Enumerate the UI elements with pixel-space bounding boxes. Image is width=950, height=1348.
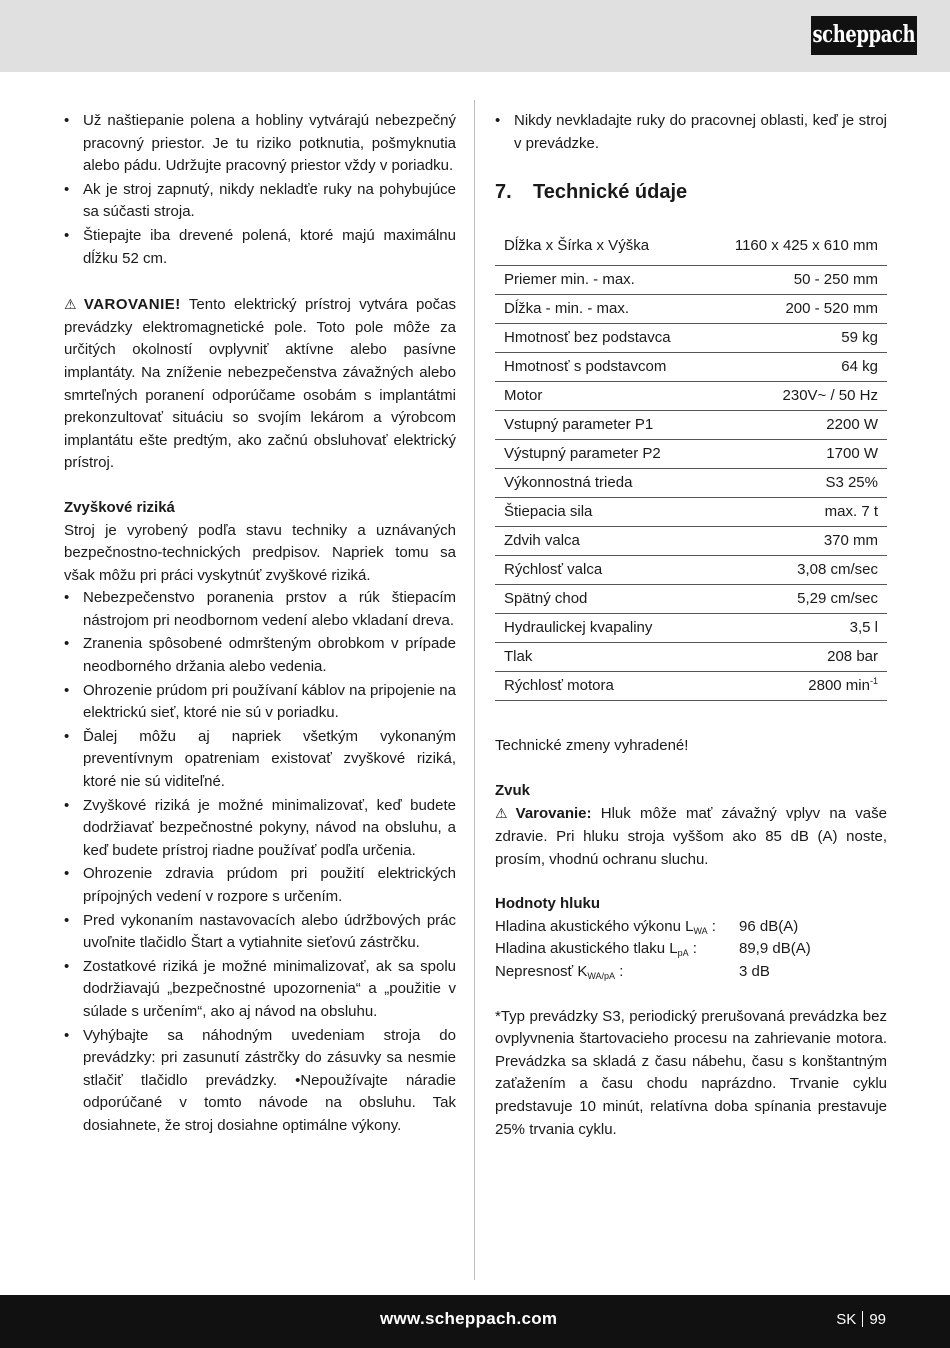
noise-label-colon: :	[688, 940, 697, 958]
right-column	[495, 110, 887, 1141]
spec-label: Zdvih valca	[495, 527, 704, 556]
spec-value	[704, 411, 887, 440]
noise-row	[495, 938, 887, 961]
list-item: • Štiepajte iba drevené polená, ktoré majú maximálnu dĺžku 52 cm.	[64, 225, 456, 270]
noise-label-subscript: WA/pA	[587, 970, 616, 981]
residual-risks-intro: Stroj je vyrobený podľa stavu techniky a uznávaných bezpečnostno-technických predpisov. Napriek tomu sa však môžu pri práci vyskytnúť zvyškové riziká.	[64, 521, 456, 584]
left-column	[64, 110, 456, 1139]
spec-value	[704, 556, 887, 585]
spec-value	[704, 498, 887, 527]
spec-value-text: max. 7 t	[824, 502, 878, 520]
table-row	[495, 382, 887, 411]
table-row	[495, 527, 887, 556]
spec-value	[704, 353, 887, 382]
list-item: • Nebezpečenstvo poranenia prstov a rúk štiepacím nástrojom pri neodbornom vedení alebo vkladaní dreva.	[64, 587, 456, 632]
spec-value	[704, 324, 887, 353]
list-item: • Pred vykonaním nastavovacích alebo údržbových prác uvoľnite tlačidlo Štart a vytiahnite sieťovú zástrčku.	[64, 910, 456, 955]
table-row	[495, 643, 887, 672]
noise-values	[495, 916, 887, 984]
spec-value	[704, 469, 887, 498]
spec-label: Výstupný parameter P2	[495, 440, 704, 469]
noise-value: 89,9 dB(A)	[739, 940, 811, 958]
list-item: • Vyhýbajte sa náhodným uvedeniam stroja do prevádzky: pri zasunutí zástrčky do zásuvky sa nesmie stlačiť tlačidlo prevádzky. •Nepoužívajte náradie odporúčané v tomto návode na obsluhu. Tak dosiahnete, že stroj dosiahne optimálne výkony.	[64, 1025, 456, 1138]
spec-value-text: 5,29 cm/sec	[797, 589, 878, 607]
warning-text: Tento elektrický prístroj vytvára počas prevádzky elektromagnetické pole. Toto pole môže za určitých okolností ovplyvniť aktívne alebo pasívne implantáty. Na zníženie nebezpečenstva závažných alebo smrteľných poranení odporúčame osobám s implantátmi prekonzultovať situáciu so svojím lekárom a výrobcom implantátu ešte predtým, ako začnú obsluhovať elektrický prístroj.	[64, 296, 456, 472]
noise-row	[495, 916, 887, 939]
noise-label	[495, 961, 739, 984]
list-item: • Ak je stroj zapnutý, nikdy nekladťe ruky na pohybujúce sa súčasti stroja.	[64, 179, 456, 224]
table-row	[495, 440, 887, 469]
noise-label-colon: :	[707, 917, 716, 935]
table-row	[495, 672, 887, 701]
table-row	[495, 469, 887, 498]
spec-value-text: S3 25%	[825, 473, 878, 491]
column-divider	[474, 100, 475, 1280]
list-item: • Zostatkové riziká je možné minimalizovať, ak sa spolu dodržiavajú „bezpečnostné upozornenia“ a „použitie v súlade s určením“, ako aj návod na obsluhu.	[64, 956, 456, 1024]
section-heading	[495, 177, 887, 207]
spec-value-text: 230V~ / 50 Hz	[782, 386, 878, 404]
spec-value	[704, 585, 887, 614]
technical-changes-note: Technické zmeny vyhradené!	[495, 737, 689, 755]
spec-value-text: 200 - 520 mm	[785, 299, 878, 317]
safety-bullets	[64, 110, 456, 270]
sound-title: Zvuk	[495, 781, 531, 799]
table-row	[495, 498, 887, 527]
list-item: • Zranenia spôsobené odmršteným obrobkom v prípade neodborného držania alebo vedenia.	[64, 633, 456, 678]
spec-label: Hmotnosť s podstavcom	[495, 353, 704, 382]
spec-value-text: 3,08 cm/sec	[797, 560, 878, 578]
sound-warning-label: Varovanie:	[515, 805, 592, 823]
table-row	[495, 556, 887, 585]
page-number	[836, 1309, 886, 1332]
list-item: • Zvyškové riziká je možné minimalizovať, keď budete dodržiavať bezpečnostné pokyny, návod na obsluhu, a keď budete prístroj riadne používať podľa určenia.	[64, 795, 456, 863]
list-item: • Nikdy nevkladajte ruky do pracovnej oblasti, keď je stroj v prevádzke.	[495, 110, 887, 155]
table-row	[495, 614, 887, 643]
spec-value-text: 370 mm	[823, 531, 878, 549]
table-row	[495, 227, 887, 266]
table-row	[495, 353, 887, 382]
duty-note: *Typ prevádzky S3, periodický prerušovaná prevádzka bez ovplyvnenia štartovacieho procesu na zahrievanie motora. Prevádzka sa skladá z času nábehu, času s konštantným zaťažením a času chodu naprázdno. Trvanie cyklu predstavuje 10 minút, relatívna doba spínania prestavuje 25% trvania cyklu.	[495, 1007, 887, 1138]
page-header	[0, 0, 950, 72]
spec-value	[704, 382, 887, 411]
technical-data-table	[495, 227, 887, 701]
noise-value: 3 dB	[739, 962, 770, 980]
noise-value: 96 dB(A)	[739, 917, 799, 935]
list-item: • Ohrozenie zdravia prúdom pri použití elektrických prípojných vedení v rozpore s určením.	[64, 863, 456, 908]
spec-value	[704, 440, 887, 469]
noise-label-colon: :	[615, 962, 624, 980]
table-row	[495, 295, 887, 324]
spec-label: Spätný chod	[495, 585, 704, 614]
spec-value	[704, 672, 887, 701]
list-item: • Už naštiepanie polena a hobliny vytvárajú nebezpečný pracovný priestor. Je tu riziko potknutia, pošmyknutia alebo pádu. Udržujte pracovný priestor vždy v poriadku.	[64, 110, 456, 178]
page-num: 99	[869, 1311, 886, 1328]
warning-triangle-icon: ⚠	[495, 805, 513, 822]
spec-value	[704, 266, 887, 295]
page-footer	[0, 1295, 950, 1348]
spec-value-superscript: -1	[869, 675, 878, 686]
spec-label: Priemer min. - max.	[495, 266, 704, 295]
language-code: SK	[836, 1311, 857, 1328]
spec-value	[704, 614, 887, 643]
spec-label: Rýchlosť valca	[495, 556, 704, 585]
spec-value-text: 50 - 250 mm	[793, 270, 878, 288]
spec-value-text: 64 kg	[841, 357, 878, 375]
noise-row	[495, 961, 887, 984]
table-row	[495, 266, 887, 295]
table-row	[495, 411, 887, 440]
spec-value-text: 208 bar	[827, 647, 878, 665]
section-number: 7.	[495, 181, 512, 204]
spec-label: Motor	[495, 382, 704, 411]
spec-label: Rýchlosť motora	[495, 672, 704, 701]
noise-label	[495, 916, 739, 939]
noise-label-subscript: pA	[677, 948, 689, 959]
brand-logo-text: scheppach	[812, 21, 916, 49]
noise-label-text: Nepresnosť K	[495, 962, 588, 980]
right-bullets	[495, 110, 887, 155]
sound-warning	[495, 802, 887, 871]
brand-logo	[811, 16, 917, 55]
warning-label: VAROVANIE!	[83, 296, 181, 314]
separator	[862, 1311, 863, 1327]
spec-label: Štiepacia sila	[495, 498, 704, 527]
noise-label-text: Hladina akustického tlaku L	[495, 940, 678, 958]
spec-label: Dĺžka x Šírka x Výška	[495, 227, 704, 266]
noise-values-title: Hodnoty hluku	[495, 895, 600, 913]
spec-label: Výkonnostná trieda	[495, 469, 704, 498]
noise-label	[495, 938, 739, 961]
table-row	[495, 585, 887, 614]
list-item: • Ohrozenie prúdom pri používaní káblov na pripojenie na elektrickú sieť, ktoré nie sú v poriadku.	[64, 680, 456, 725]
spec-label: Vstupný parameter P1	[495, 411, 704, 440]
spec-label: Hmotnosť bez podstavca	[495, 324, 704, 353]
noise-label-subscript: WA	[693, 925, 708, 936]
emf-warning	[64, 293, 456, 475]
spec-value	[704, 527, 887, 556]
spec-value-text: 1700 W	[826, 444, 878, 462]
sound-warning-text: Hluk môže mať závažný vplyv na vaše zdravie. Pri hluku stroja vyššom ako 85 dB (A) noste, prosím, vhodnú ochranu sluchu.	[495, 805, 887, 868]
noise-label-text: Hladina akustického výkonu L	[495, 917, 694, 935]
spec-value-text: 2800 min	[808, 676, 870, 694]
section-title: Technické údaje	[533, 181, 688, 204]
spec-value-text: 3,5 l	[849, 618, 878, 636]
spec-value-text: 59 kg	[841, 328, 878, 346]
spec-label: Tlak	[495, 643, 704, 672]
residual-risks-list	[64, 587, 456, 1137]
spec-label: Dĺžka - min. - max.	[495, 295, 704, 324]
residual-risks-title: Zvyškové riziká	[64, 498, 175, 516]
table-row	[495, 324, 887, 353]
website-link[interactable]: www.scheppach.com	[380, 1309, 558, 1328]
list-item: • Ďalej môžu aj napriek všetkým vykonaným preventívnym opatreniam existovať zvyškové riziká, ktoré nie sú viditeľné.	[64, 726, 456, 794]
spec-value-text: 1160 x 425 x 610 mm	[734, 236, 878, 254]
spec-value	[704, 295, 887, 324]
warning-triangle-icon: ⚠	[64, 296, 81, 313]
spec-value-text: 2200 W	[826, 415, 878, 433]
spec-label: Hydraulickej kvapaliny	[495, 614, 704, 643]
spec-value	[704, 227, 887, 266]
spec-value	[704, 643, 887, 672]
